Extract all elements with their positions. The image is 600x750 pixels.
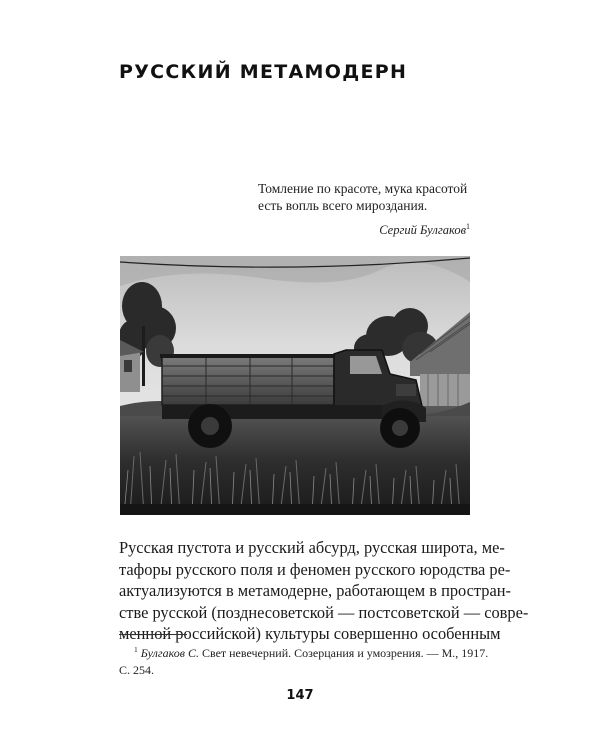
body-paragraph: [119, 537, 529, 645]
footnote-line-1: [119, 641, 489, 662]
epigraph-line-1: Томление по красоте, мука красотой: [258, 181, 468, 196]
old-soviet-truck-photo: [120, 256, 470, 515]
body-line-1: Русская пустота и русский абсурд, русская широта, ме-: [119, 538, 505, 557]
truck-photo-illustration: [120, 256, 470, 515]
footnote: [119, 641, 489, 679]
page-number: 147: [286, 688, 314, 703]
epigraph-line-2: есть вопль всего мироздания.: [258, 198, 428, 213]
body-line-5: менной российской) культуры совершенно особенным: [119, 624, 501, 643]
footnote-source: Свет невечерний. Созерцания и умозрения. — М., 1917.: [201, 646, 489, 660]
body-line-3: актуализуются в метамодерне, работающем в простран-: [119, 581, 511, 600]
footnote-divider: [119, 634, 187, 635]
epigraph-author: [258, 218, 470, 239]
footnote-author: Булгаков С.: [140, 646, 199, 660]
chapter-title: РУССКИЙ МЕТАМОДЕРН: [119, 61, 408, 83]
epigraph-footnote-mark: 1: [466, 222, 470, 231]
epigraph-author-name: Сергий Булгаков: [379, 223, 466, 238]
epigraph: [258, 180, 470, 239]
body-line-2: тафоры русского поля и феномен русского юродства ре-: [119, 559, 511, 579]
body-line-4: стве русской (позднесоветской — постсоветской — совре-: [119, 602, 529, 622]
footnote-line-2: С. 254.: [119, 663, 155, 677]
footnote-mark: 1: [134, 645, 138, 654]
